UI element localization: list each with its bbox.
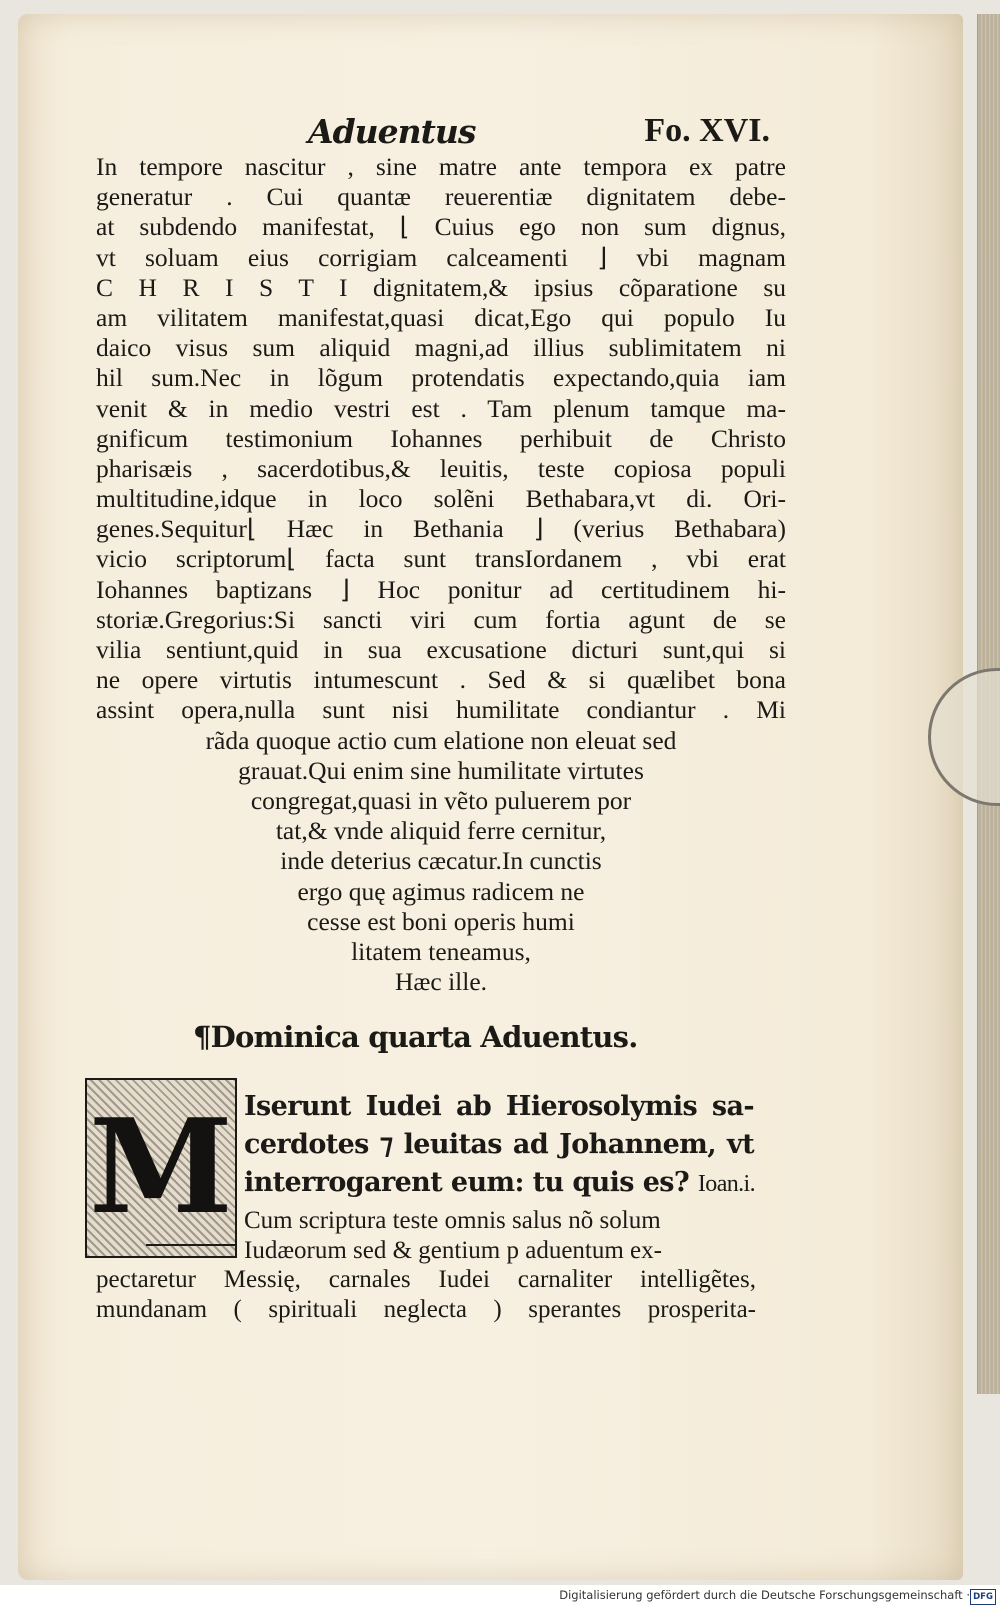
text-line: daico visus sum aliquid magni,ad illius sublimitatem ni <box>96 333 786 363</box>
tail-line: tat,& vnde aliquid ferre cernitur, <box>275 816 607 846</box>
text-line: genes.Sequitur⌊ Hæc in Bethania ⌋ (verius Bethabara) <box>96 514 786 544</box>
tail-line: congregat,quasi in vẽto puluerem por <box>250 785 632 815</box>
text-line: ne opere virtutis intumescunt . Sed & si quælibet bona <box>96 665 786 695</box>
text-line: am vilitatem manifestat,quasi dicat,Ego qui populo Iu <box>96 302 786 332</box>
text-line: pectaretur Messię, carnales Iudei carnaliter intelligẽtes, <box>96 1266 756 1293</box>
post-text <box>96 1206 756 1324</box>
text-line: hil sum.Nec in lõgum protendatis expectando,quia iam <box>96 363 786 393</box>
tail-line: ergo quę agimus radicem ne <box>297 876 585 906</box>
text-line: C H R I S T I dignitatem,& ipsius cõparatione su <box>96 272 786 302</box>
incipit <box>244 1088 754 1202</box>
tail-line: litatem teneamus, <box>351 936 531 966</box>
credit-text: Digitalisierung gefördert durch die Deutsche Forschungsgemeinschaft · <box>559 1588 970 1602</box>
text-line: pharisæis , sacerdotibus,& leuitis, teste copiosa populi <box>96 453 786 483</box>
incipit-line: cerdotes ⁊ leuitas ad Johannem, vt <box>244 1129 754 1160</box>
body-text <box>96 152 786 997</box>
running-head-title: Aduentus <box>308 112 476 151</box>
text-line: Iudæorum sed & gentium p aduentum ex- <box>244 1236 662 1264</box>
running-head <box>300 112 770 156</box>
incipit-line: Iserunt Iudei ab Hierosolymis sa- <box>244 1091 754 1122</box>
incipit-line-with-ref <box>244 1164 754 1202</box>
incipit-line: interrogarent eum: tu quis es? <box>244 1167 690 1198</box>
dfg-logo: DFG <box>970 1589 996 1605</box>
folio-number: Fo. XVI. <box>644 112 770 149</box>
initial-letter: M <box>89 1090 233 1243</box>
text-line: Cum scriptura teste omnis salus nõ solum <box>244 1207 661 1234</box>
text-line: venit & in medio vestri est . Tam plenum tamque ma- <box>96 393 786 423</box>
text-line: generatur . Cui quantæ reuerentiæ dignitatem debe- <box>96 182 786 212</box>
text-line: vicio scriptorum⌊ facta sunt transIordanem , vbi erat <box>96 544 786 574</box>
incipit-reference: Ioan.i. <box>697 1171 756 1197</box>
text-line: multitudine,idque in loco solẽni Bethabara,vt di. Ori- <box>96 484 786 514</box>
text-line: at subdendo manifestat, ⌊ Cuius ego non sum dignus, <box>96 212 786 242</box>
tail-line: inde deterius cæcatur.In cunctis <box>280 846 602 876</box>
tail-line: cesse est boni operis humi <box>307 906 575 936</box>
tail-line: grauat.Qui enim sine humilitate virtutes <box>238 755 644 785</box>
text-line: gnificum testimonium Iohannes perhibuit de Christo <box>96 423 786 453</box>
section-heading: ¶Dominica quarta Aduentus. <box>193 1020 638 1054</box>
text-line: storiæ.Gregorius:Si sancti viri cum fortia agunt de se <box>96 604 786 634</box>
text-line: vt soluam eius corrigiam calceamenti ⌋ vbi magnam <box>96 242 786 272</box>
tail-line: rãda quoque actio cum elatione non eleuat sed <box>205 725 677 755</box>
text-line: In tempore nascitur , sine matre ante tempora ex patre <box>96 152 786 181</box>
text-line: mundanam ( spirituali neglecta ) sperantes prosperita- <box>96 1295 756 1323</box>
text-line: Iohannes baptizans ⌋ Hoc ponitur ad certitudinem hi- <box>96 574 786 604</box>
credit-bar <box>0 1585 1000 1609</box>
text-line: assint opera,nulla sunt nisi humilitate condiantur . Mi <box>96 695 786 725</box>
text-line: vilia sentiunt,quid in sua excusatione dicturi sunt,qui si <box>96 635 786 664</box>
tail-line: Hæc ille. <box>394 967 488 997</box>
